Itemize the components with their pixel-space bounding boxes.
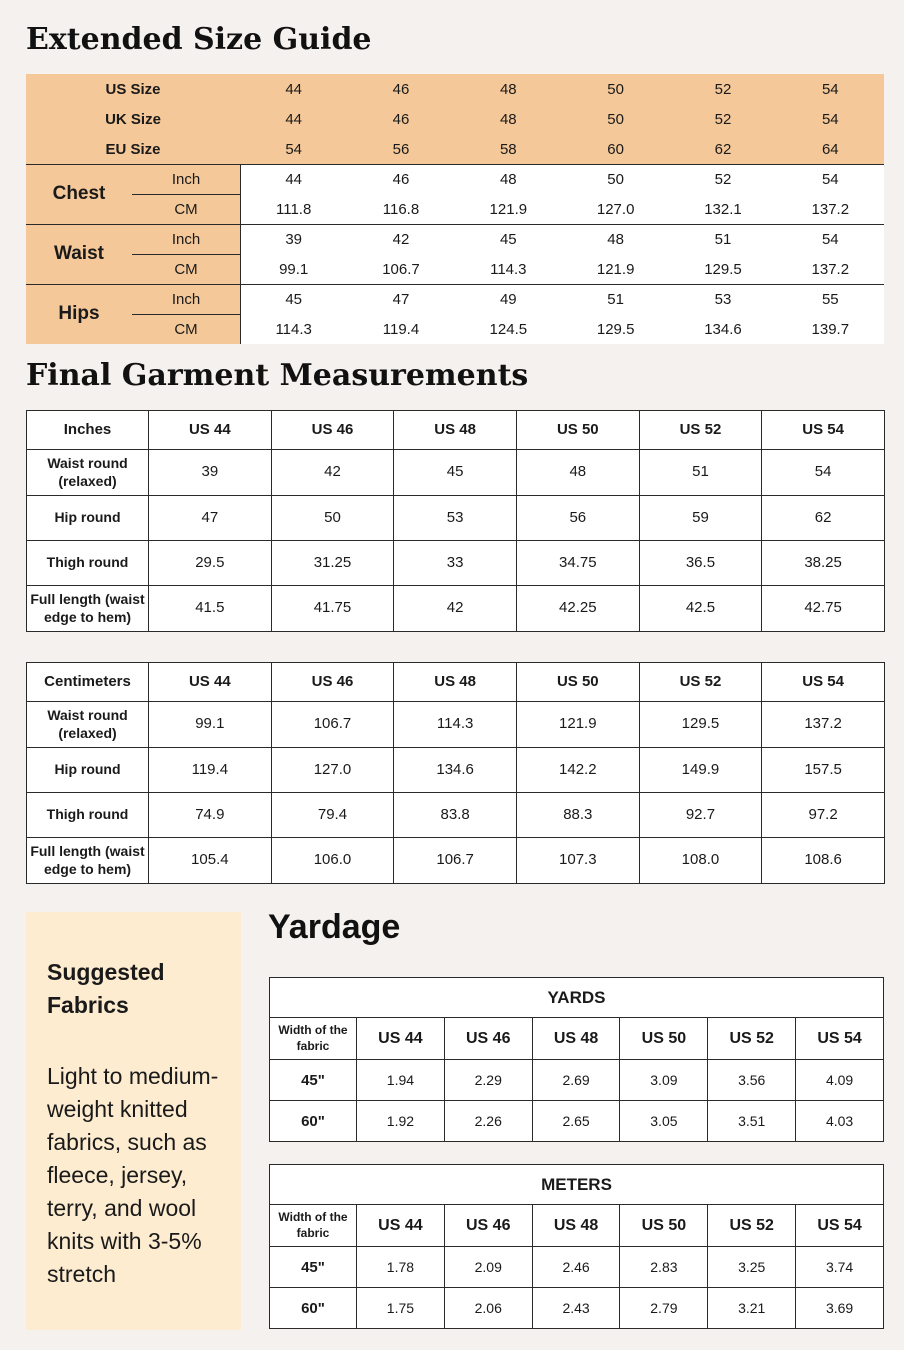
measurement-value: 45 [285, 290, 302, 308]
measurement-value: 108.0 [639, 838, 762, 884]
measurement-value: 31.25 [271, 541, 394, 586]
unit-caption: YARDS [270, 978, 884, 1018]
measurement-value: 88.3 [516, 793, 639, 838]
measurement-value: 106.7 [271, 702, 394, 748]
measurement-value: 54 [762, 450, 885, 496]
measurement-value: 105.4 [149, 838, 272, 884]
yardage-value: 2.06 [444, 1288, 532, 1329]
measurement-value: 55 [821, 290, 839, 308]
measurement-value: 108.6 [762, 838, 885, 884]
fabrics-description: Light to medium-weight knitted fabrics, such as fleece, jersey, terry, and wool knits with 3-5% stretch [47, 1063, 219, 1287]
measurement-value: 157.5 [762, 748, 885, 793]
unit-header: Centimeters [27, 663, 149, 702]
yardage-value: 2.29 [444, 1060, 532, 1101]
size-value: 44 [285, 110, 302, 128]
size-value: 54 [821, 110, 839, 128]
size-guide-title: Extended Size Guide [26, 22, 372, 57]
size-system-label: EU Size [105, 140, 161, 158]
table-row [270, 1247, 884, 1288]
measurement-value: 92.7 [639, 793, 762, 838]
size-value: 54 [821, 80, 839, 98]
measurement-value: 50 [271, 496, 394, 541]
measurement-value: 51 [714, 230, 732, 248]
measurement-value: 53 [394, 496, 517, 541]
header-row [270, 1018, 884, 1060]
size-value: 50 [607, 80, 624, 98]
fabric-width-label: 45" [270, 1247, 357, 1288]
header-row [27, 663, 885, 702]
size-header: US 46 [444, 1205, 532, 1247]
table-row [27, 450, 885, 496]
unit-label: CM [174, 200, 198, 218]
unit-label: Inch [171, 230, 201, 248]
table-row [27, 702, 885, 748]
cell-divider [781, 224, 880, 225]
measurement-value: 36.5 [639, 541, 762, 586]
table-row [27, 793, 885, 838]
size-value: 56 [392, 140, 410, 158]
measurement-value: 34.75 [516, 541, 639, 586]
size-value: 58 [499, 140, 517, 158]
size-header: US 48 [394, 663, 517, 702]
caption-row [270, 978, 884, 1018]
yardage-value: 3.25 [708, 1247, 796, 1288]
table-row [27, 541, 885, 586]
measurement-value: 121.9 [489, 200, 528, 218]
size-header: US 52 [639, 663, 762, 702]
size-header: US 54 [796, 1018, 884, 1060]
size-value: 44 [285, 80, 302, 98]
cell-divider [244, 224, 343, 225]
size-header: US 46 [271, 411, 394, 450]
size-header: US 54 [762, 663, 885, 702]
unit-divider [132, 254, 240, 255]
measurement-value: 119.4 [149, 748, 272, 793]
measurement-value: 46 [392, 170, 410, 188]
measurement-value: 48 [516, 450, 639, 496]
yardage-value: 1.92 [357, 1101, 445, 1142]
size-header: US 44 [149, 663, 272, 702]
size-header: US 44 [357, 1205, 445, 1247]
yardage-value: 4.09 [796, 1060, 884, 1101]
yardage-value: 2.46 [532, 1247, 620, 1288]
table-row [270, 1288, 884, 1329]
measurement-value: 114.3 [275, 320, 312, 338]
header-row [270, 1205, 884, 1247]
size-header: US 44 [149, 411, 272, 450]
measurement-value: 45 [499, 230, 517, 248]
row-label: Waist round (relaxed) [27, 450, 149, 496]
table-row [270, 1060, 884, 1101]
measurement-value: 79.4 [271, 793, 394, 838]
size-header: US 50 [620, 1018, 708, 1060]
measurement-value: 41.5 [149, 586, 272, 632]
size-header: US 50 [516, 411, 639, 450]
yardage-value: 1.78 [357, 1247, 445, 1288]
measurement-value: 111.8 [276, 200, 312, 218]
yardage-value: 2.26 [444, 1101, 532, 1142]
cell-divider [673, 224, 772, 225]
size-value: 60 [607, 140, 624, 158]
header-row [27, 411, 885, 450]
measurement-value: 42 [392, 230, 410, 248]
measurement-value: 59 [639, 496, 762, 541]
row-label: Full length (waist edge to hem) [27, 838, 149, 884]
size-header: US 48 [394, 411, 517, 450]
row-label: Hip round [27, 748, 149, 793]
caption-row [270, 1165, 884, 1205]
measurement-value: 129.5 [596, 320, 635, 338]
yardage-value: 3.05 [620, 1101, 708, 1142]
size-header: US 52 [708, 1018, 796, 1060]
garment-title: Final Garment Measurements [26, 358, 529, 393]
size-header: US 44 [357, 1018, 445, 1060]
size-header: US 52 [639, 411, 762, 450]
cell-divider [459, 284, 558, 285]
yardage-value: 1.94 [357, 1060, 445, 1101]
measurement-group-label: Hips [58, 303, 100, 324]
measurement-value: 114.3 [490, 260, 527, 278]
yardage-value: 4.03 [796, 1101, 884, 1142]
yardage-value: 1.75 [357, 1288, 445, 1329]
measurement-value: 99.1 [149, 702, 272, 748]
measurement-value: 41.75 [271, 586, 394, 632]
measurement-value: 116.8 [382, 200, 420, 218]
unit-divider [132, 194, 240, 195]
size-header: US 54 [796, 1205, 884, 1247]
measurement-value: 129.5 [639, 702, 762, 748]
unit-label: Inch [171, 170, 201, 188]
size-header: US 52 [708, 1205, 796, 1247]
size-value: 64 [821, 140, 839, 158]
measurement-value: 50 [607, 170, 624, 188]
size-header: US 46 [271, 663, 394, 702]
unit-caption: METERS [270, 1165, 884, 1205]
size-guide-table [26, 74, 884, 344]
yardage-value: 2.83 [620, 1247, 708, 1288]
measurement-value: 127.0 [271, 748, 394, 793]
measurement-value: 74.9 [149, 793, 272, 838]
yardage-yards-table [269, 977, 884, 1142]
size-system-label: UK Size [105, 110, 161, 128]
measurement-value: 149.9 [639, 748, 762, 793]
measurement-value: 54 [821, 230, 839, 248]
yardage-value: 3.56 [708, 1060, 796, 1101]
size-value: 48 [499, 80, 517, 98]
measurement-value: 42.25 [516, 586, 639, 632]
size-value: 46 [392, 80, 410, 98]
measurement-value: 137.2 [811, 200, 850, 218]
measurement-value: 45 [394, 450, 517, 496]
measurement-value: 47 [149, 496, 272, 541]
size-header: US 54 [762, 411, 885, 450]
measurement-value: 42.5 [639, 586, 762, 632]
unit-label: CM [174, 260, 198, 278]
measurement-value: 56 [516, 496, 639, 541]
row-label: Waist round (relaxed) [27, 702, 149, 748]
measurement-value: 127.0 [596, 200, 635, 218]
row-label: Hip round [27, 496, 149, 541]
measurement-value: 129.5 [704, 260, 742, 278]
measurement-value: 134.6 [704, 320, 742, 338]
cell-divider [673, 284, 772, 285]
size-header: US 48 [532, 1205, 620, 1247]
cell-divider [244, 284, 343, 285]
measurement-value: 42 [271, 450, 394, 496]
measurement-value: 106.7 [394, 838, 517, 884]
cell-divider [459, 224, 558, 225]
yardage-value: 3.51 [708, 1101, 796, 1142]
measurement-value: 52 [714, 170, 732, 188]
size-value: 48 [499, 110, 517, 128]
measurement-value: 121.9 [596, 260, 635, 278]
row-label: Full length (waist edge to hem) [27, 586, 149, 632]
garment-inches-table [26, 410, 885, 632]
measurement-value: 29.5 [149, 541, 272, 586]
size-value: 54 [285, 140, 302, 158]
table-row [27, 838, 885, 884]
fabric-width-header: Width of the fabric [270, 1018, 357, 1060]
measurement-value: 44 [285, 170, 302, 188]
measurement-value: 51 [639, 450, 762, 496]
measurement-value: 132.1 [704, 200, 742, 218]
cell-divider [566, 224, 665, 225]
measurement-value: 83.8 [394, 793, 517, 838]
measurement-value: 97.2 [762, 793, 885, 838]
measurement-value: 107.3 [516, 838, 639, 884]
measurement-group-label: Waist [54, 243, 104, 264]
fabric-width-header: Width of the fabric [270, 1205, 357, 1247]
measurement-value: 42.75 [762, 586, 885, 632]
label-column-divider [240, 164, 241, 344]
measurement-value: 121.9 [516, 702, 639, 748]
size-system-label: US Size [105, 80, 161, 98]
measurement-value: 54 [821, 170, 839, 188]
yardage-value: 2.69 [532, 1060, 620, 1101]
fabric-width-label: 60" [270, 1288, 357, 1329]
size-header: US 48 [532, 1018, 620, 1060]
size-value: 62 [714, 140, 732, 158]
suggested-fabrics-panel [26, 912, 241, 1330]
unit-label: CM [174, 320, 198, 338]
measurement-value: 51 [607, 290, 624, 308]
garment-cm-table [26, 662, 885, 884]
measurement-value: 49 [499, 290, 517, 308]
table-row [27, 586, 885, 632]
yardage-value: 2.09 [444, 1247, 532, 1288]
measurement-value: 47 [392, 290, 410, 308]
row-label: Thigh round [27, 541, 149, 586]
measurement-value: 42 [394, 586, 517, 632]
yardage-value: 3.21 [708, 1288, 796, 1329]
size-header: US 50 [516, 663, 639, 702]
size-value: 46 [392, 110, 410, 128]
size-value: 52 [714, 80, 732, 98]
group-divider [26, 164, 884, 165]
row-label: Thigh round [27, 793, 149, 838]
fabric-width-label: 45" [270, 1060, 357, 1101]
cell-divider [781, 284, 880, 285]
measurement-value: 106.7 [382, 260, 420, 278]
yardage-value: 2.79 [620, 1288, 708, 1329]
measurement-value: 38.25 [762, 541, 885, 586]
measurement-value: 106.0 [271, 838, 394, 884]
yardage-value: 2.43 [532, 1288, 620, 1329]
size-header: US 46 [444, 1018, 532, 1060]
fabric-width-label: 60" [270, 1101, 357, 1142]
measurement-value: 62 [762, 496, 885, 541]
table-row [27, 496, 885, 541]
size-value: 52 [714, 110, 732, 128]
measurement-value: 114.3 [394, 702, 517, 748]
measurement-value: 53 [714, 290, 732, 308]
table-row [27, 748, 885, 793]
measurement-value: 142.2 [516, 748, 639, 793]
yardage-meters-table [269, 1164, 884, 1329]
fabrics-title: Suggested Fabrics [47, 959, 165, 1018]
measurement-value: 39 [149, 450, 272, 496]
cell-divider [566, 284, 665, 285]
measurement-value: 119.4 [382, 320, 420, 338]
yardage-value: 2.65 [532, 1101, 620, 1142]
yardage-title: Yardage [268, 908, 401, 946]
table-row [270, 1101, 884, 1142]
measurement-group-label: Chest [52, 183, 106, 204]
measurement-value: 139.7 [811, 320, 850, 338]
measurement-value: 137.2 [762, 702, 885, 748]
measurement-value: 39 [285, 230, 302, 248]
cell-divider [351, 224, 450, 225]
measurement-value: 99.1 [279, 260, 309, 278]
yardage-value: 3.09 [620, 1060, 708, 1101]
unit-label: Inch [171, 290, 201, 308]
measurement-value: 33 [394, 541, 517, 586]
measurement-value: 48 [607, 230, 624, 248]
measurement-value: 48 [499, 170, 517, 188]
size-value: 50 [607, 110, 624, 128]
yardage-value: 3.74 [796, 1247, 884, 1288]
measurement-value: 124.5 [489, 320, 528, 338]
unit-header: Inches [27, 411, 149, 450]
measurement-value: 134.6 [394, 748, 517, 793]
yardage-value: 3.69 [796, 1288, 884, 1329]
size-header: US 50 [620, 1205, 708, 1247]
cell-divider [351, 284, 450, 285]
measurement-value: 137.2 [811, 260, 850, 278]
unit-divider [132, 314, 240, 315]
